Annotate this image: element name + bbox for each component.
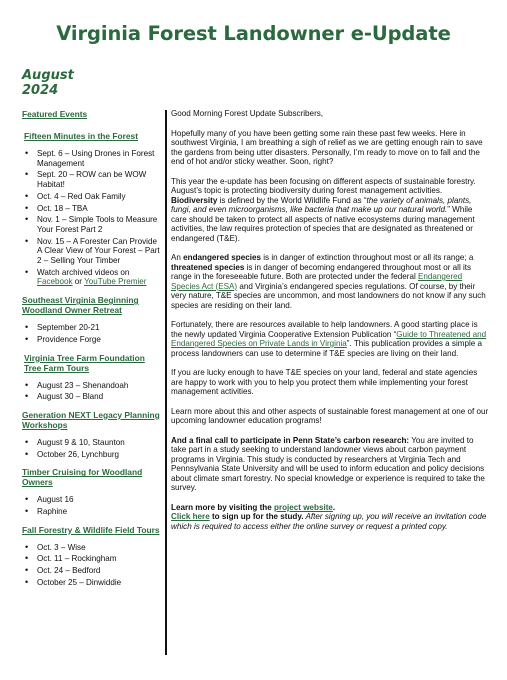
list-item: • August 16 <box>22 495 162 505</box>
paragraph-agencies: If you are lucky enough to have T&E species on your land, federal and state agencies are happy to work with you to help you protect them while implementing your forest management activities. <box>171 368 478 396</box>
text: is defined by the World Wildlife Fund as “ <box>217 195 367 205</box>
paragraph-carbon-research <box>171 436 489 493</box>
event-title-timber-cruising[interactable]: Timber Cruising for Woodland Owners <box>22 467 143 488</box>
text: is in danger of becoming endangered throughout most or all its range in the foreseeable future. Both are protected under the federal <box>171 262 472 281</box>
archive-text: Watch archived videos on <box>37 267 130 277</box>
text: ” While care should be taken to protect all aspects of native ecosystems during management activities, the law requires protection of species that are designated as threatened or endangered (T&E). <box>171 205 475 243</box>
guide-link[interactable]: Guide to Threatened and Endangered Species on Private Lands in Virginia <box>171 329 487 348</box>
list-item: • Oct. 24 – Bedford <box>22 566 162 576</box>
featured-events-link[interactable]: Featured Events <box>22 109 88 119</box>
biodiversity-quote: the variety of animals, plants, fungi, and even microorganisms, like bacteria that make up our natural world. <box>171 195 472 214</box>
event-list-fifteen-minutes <box>22 149 162 287</box>
list-item: • Sept. 6 – Using Drones in Forest Management <box>22 149 162 168</box>
text: ”. This publication provides a simple a process landowners can use to determine if T&E species are living on their land. <box>171 339 483 358</box>
list-item: • Oct. 11 – Rockingham <box>22 554 162 564</box>
threatened-term: threatened species <box>171 262 245 272</box>
text: This year the e-update has been focusing on different aspects of sustainable forestry. August’s topic is protecting biodiversity during forest management activities. <box>171 176 476 195</box>
newsletter-title: Virginia Forest Landowner e-Update <box>56 22 451 45</box>
event-title-fall-field-tours[interactable]: Fall Forestry & Wildlife Field Tours <box>22 524 160 535</box>
event-list-timber-cruising <box>22 495 162 516</box>
project-website-link[interactable]: project website <box>274 502 333 512</box>
list-item: • August 9 & 10, Staunton <box>22 438 162 448</box>
event-list-tree-farm-tours <box>22 381 162 402</box>
text: Learn more by visiting the <box>171 502 274 512</box>
text: After signing up, you will receive an invitation code which is required to access either the online survey or request a printed copy. <box>171 512 487 531</box>
list-item: • Oct. 3 – Wise <box>22 543 162 553</box>
paragraph-resources <box>171 320 489 358</box>
text: is in danger of extinction throughout most or all its range; a <box>260 253 474 262</box>
main-letter <box>171 109 489 541</box>
paragraph-learn-more: Learn more about this and other aspects of sustainable forest management at one of our upcoming landowner education programs! <box>171 406 489 425</box>
carbon-call-heading: And a final call to participate in Penn State’s carbon research: <box>171 435 410 445</box>
list-item: • September 20-21 <box>22 323 162 333</box>
text: An <box>171 253 184 262</box>
text: and Virginia’s endangered species regulations. Of course, by their very nature, T&E species are uncommon, and most landowners do not know if any such species are residing on their land. <box>171 281 486 310</box>
list-item: • Nov. 1 – Simple Tools to Measure Your Forest Part 2 <box>22 215 162 234</box>
paragraph-biodiversity <box>171 177 489 244</box>
event-title-generation-next[interactable]: Generation NEXT Legacy Planning Workshops <box>22 409 160 430</box>
paragraph-signup <box>171 503 489 532</box>
greeting: Good Morning Forest Update Subscribers, <box>171 109 324 118</box>
youtube-premier-link[interactable]: YouTube Premier <box>84 277 147 287</box>
list-item: • August 30 – Bland <box>22 392 162 402</box>
column-divider <box>165 110 167 655</box>
event-list-generation-next <box>22 438 162 459</box>
list-item: • Oct. 18 – TBA <box>22 204 162 214</box>
event-title-tree-farm-tours[interactable]: Virginia Tree Farm Foundation Tree Farm Tours <box>24 352 145 373</box>
issue-month: August <box>22 68 74 83</box>
list-item: • August 23 – Shenandoah <box>22 381 162 391</box>
click-here-link[interactable]: Click here <box>171 512 210 521</box>
event-title-southeast-retreat[interactable]: Southeast Virginia Beginning Woodland Owner Retreat <box>22 295 139 316</box>
issue-date <box>22 68 142 98</box>
text: . <box>332 502 336 512</box>
list-item: • Providence Forge <box>22 335 162 345</box>
text: Fortunately, there are resources available to help landowners. A good starting place is the newly updated Virginia Cooperative Extension Publication “ <box>171 320 478 339</box>
list-item: • Oct. 4 – Red Oak Family <box>22 192 162 202</box>
list-item-archive <box>22 268 162 287</box>
events-sidebar <box>22 109 162 596</box>
archive-or: or <box>72 277 85 287</box>
list-item: • October 26, Lynchburg <box>22 450 162 460</box>
list-item: • October 25 – Dinwiddie <box>22 578 162 588</box>
event-list-fall-field-tours <box>22 543 162 588</box>
list-item: • Raphine <box>22 507 162 517</box>
paragraph-species <box>171 253 489 310</box>
biodiversity-term: Biodiversity <box>171 195 218 205</box>
text: to sign up for the study. <box>209 512 304 521</box>
event-title-fifteen-minutes[interactable]: Fifteen Minutes in the Forest <box>24 131 138 141</box>
text: You are invited to take part in a study seeking to understand landowner views about carbon payment programs in Virginia. This study is conducted by researchers at Virginia Tech and Pennsylvania State University and will be used to inform education and policy decisions about climate smart forestry. No special knowledge or experience is required to take the survey. <box>171 435 485 492</box>
endangered-term: endangered species <box>183 253 261 262</box>
list-item: • Sept. 20 – ROW can be WOW Habitat! <box>22 170 162 189</box>
facebook-link[interactable]: Facebook <box>37 277 73 287</box>
paragraph-rain: Hopefully many of you have been getting some rain these past few weeks. Here in southwest Virginia, I am breathing a sigh of relief as we are getting enough rain to save the gardens from being utter disasters. Personally, I’m ready to move on to fall and the end of hot and/or sticky weather. Soon, right? <box>171 128 483 166</box>
issue-year: 2024 <box>22 83 59 98</box>
esa-link[interactable]: Endangered Species Act (ESA) <box>171 272 463 291</box>
list-item: • Nov. 15 – A Forester Can Provide A Clear View of Your Forest – Part 2 – Selling Your Timber <box>22 237 162 266</box>
event-list-southeast-retreat <box>22 323 162 344</box>
